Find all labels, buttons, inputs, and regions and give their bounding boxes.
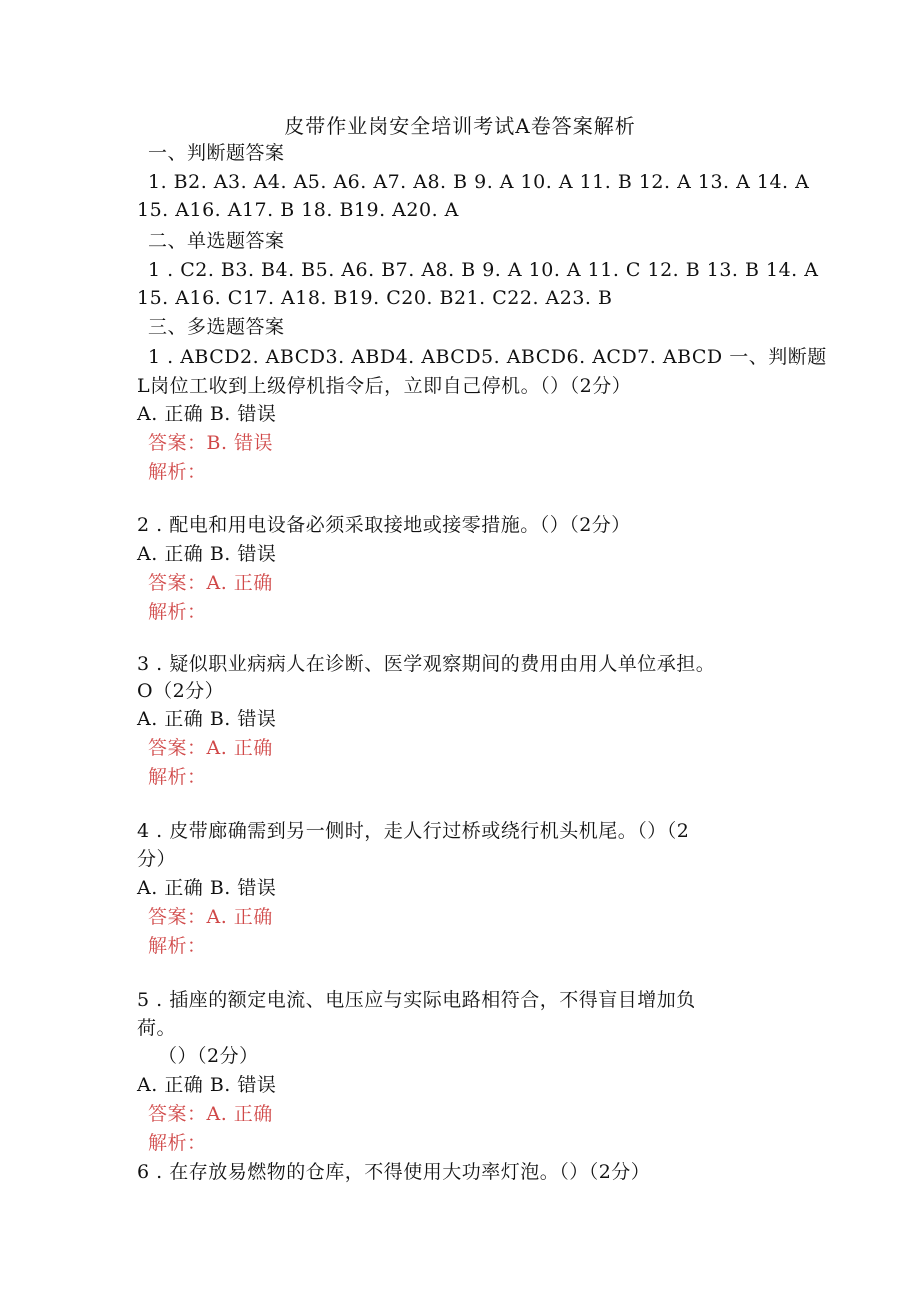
question-5-stem-continued: 荷。 bbox=[137, 1017, 177, 1039]
mc-answers-line-1: 1 . ABCD2. ABCD3. ABD4. ABCD5. ABCD6. ACD7. ABCD 一、判断题 bbox=[148, 346, 827, 368]
question-3-stem: 3 . 疑似职业病病人在诊断、医学观察期间的费用由用人单位承担。 bbox=[137, 653, 716, 675]
question-5-stem-score: （）（2分） bbox=[158, 1045, 259, 1067]
question-3-analysis: 解析： bbox=[148, 766, 207, 788]
question-1-answer: 答案：B. 错误 bbox=[148, 432, 274, 454]
question-1-analysis: 解析： bbox=[148, 461, 207, 483]
question-4-stem: 4 . 皮带廊确需到另一侧时，走人行过桥或绕行机头机尾。（）（2 bbox=[137, 820, 690, 842]
question-5-stem: 5 . 插座的额定电流、电压应与实际电路相符合，不得盲目增加负 bbox=[137, 989, 696, 1011]
document-title: 皮带作业岗安全培训考试A卷答案解析 bbox=[284, 114, 636, 138]
question-6-stem: 6 . 在存放易燃物的仓库，不得使用大功率灯泡。（）（2分） bbox=[137, 1161, 651, 1183]
question-5-options: A. 正确 B. 错误 bbox=[137, 1074, 277, 1096]
question-5-analysis: 解析： bbox=[148, 1132, 207, 1154]
question-4-stem-continued: 分） bbox=[137, 848, 177, 870]
sc-answers-line-2: 15. A16. C17. A18. B19. C20. B21. C22. A23. B bbox=[137, 287, 613, 309]
mc-answers-heading: 三、多选题答案 bbox=[148, 316, 285, 338]
question-4-answer: 答案：A. 正确 bbox=[148, 906, 273, 928]
question-2-analysis: 解析： bbox=[148, 601, 207, 623]
tf-answers-line-1: 1. B2. A3. A4. A5. A6. A7. A8. B 9. A 10. A 11. B 12. A 13. A 14. A bbox=[148, 171, 810, 193]
question-3-options: A. 正确 B. 错误 bbox=[137, 708, 277, 730]
question-3-answer: 答案：A. 正确 bbox=[148, 737, 273, 759]
question-4-options: A. 正确 B. 错误 bbox=[137, 877, 277, 899]
tf-answers-line-2: 15. A16. A17. B 18. B19. A20. A bbox=[137, 199, 459, 221]
question-5-answer: 答案：A. 正确 bbox=[148, 1103, 273, 1125]
question-4-analysis: 解析： bbox=[148, 935, 207, 957]
question-1-options: A. 正确 B. 错误 bbox=[137, 403, 277, 425]
question-1-stem: L岗位工收到上级停机指令后，立即自己停机。（）（2分） bbox=[137, 375, 632, 397]
tf-answers-heading: 一、判断题答案 bbox=[148, 142, 285, 164]
question-2-options: A. 正确 B. 错误 bbox=[137, 543, 277, 565]
question-2-stem: 2 . 配电和用电设备必须采取接地或接零措施。（）（2分） bbox=[137, 514, 631, 536]
sc-answers-line-1: 1 . C2. B3. B4. B5. A6. B7. A8. B 9. A 10. A 11. C 12. B 13. B 14. A bbox=[148, 259, 819, 281]
sc-answers-heading: 二、单选题答案 bbox=[148, 230, 285, 252]
question-3-stem-continued: O（2分） bbox=[137, 680, 225, 702]
question-2-answer: 答案：A. 正确 bbox=[148, 572, 273, 594]
